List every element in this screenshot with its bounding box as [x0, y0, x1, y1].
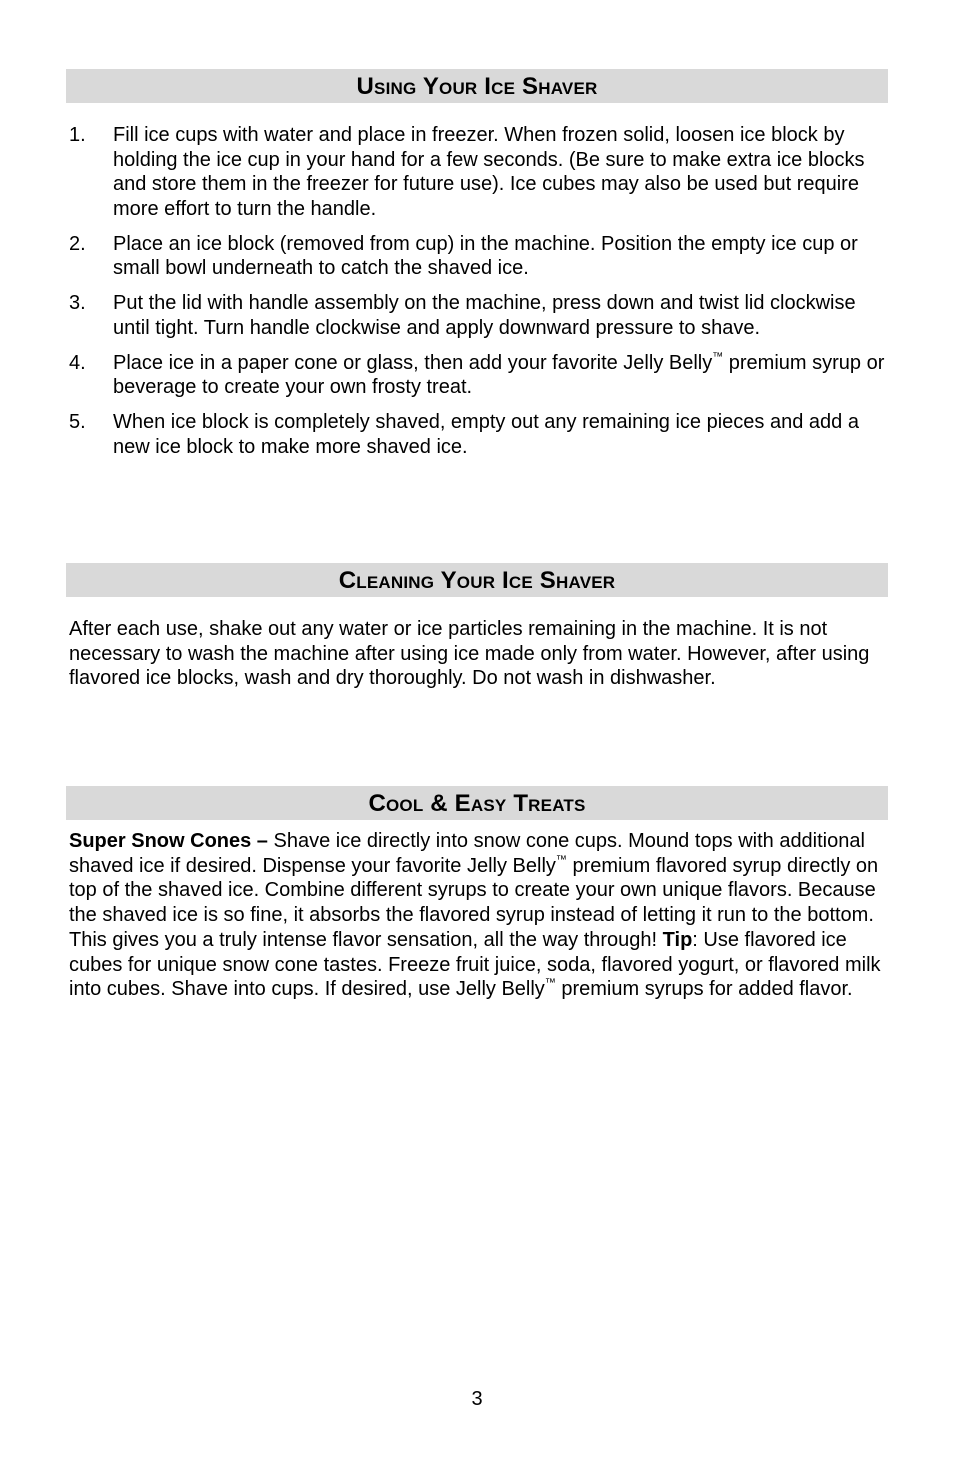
list-item — [69, 123, 889, 221]
list-item — [69, 291, 889, 340]
trademark-symbol: ™ — [555, 853, 567, 866]
section-heading-treats: Cool & Easy Treats — [66, 786, 888, 820]
section-heading-using: Using Your Ice Shaver — [66, 69, 888, 103]
instruction-list — [69, 123, 889, 470]
step-text: Place an ice block (removed from cup) in the machine. Position the empty ice cup or small bowl underneath to catch the shaved ice. — [113, 232, 858, 279]
step-text: Fill ice cups with water and place in freezer. When frozen solid, loosen ice block by holding the ice cup in your hand for a few seconds. (Be sure to make extra ice blocks and store them in the freezer for future use). Ice cubes may also be used but require more effort to turn the handle. — [113, 124, 865, 220]
treats-paragraph: Super Snow Cones – Shave ice directly into snow cone cups. Mound tops with additional shaved ice if desired. Dispense your favorite Jelly Belly™ premium flavored syrup directly on top of the shaved ice. Combine different syrups to create your own unique flavors. Because the shaved ice is so fine, it absorbs the flavored syrup instead of letting it run to the bottom. This gives you a truly intense flavor sensation, all the way through! Tip: Use flavored ice cubes for unique snow cone tastes. Freeze fruit juice, soda, flavored yogurt, or flavored milk into cubes. Shave into cups. If desired, use Jelly Belly™ premium syrups for added flavor. — [69, 830, 881, 1001]
step-text: Put the lid with handle assembly on the machine, press down and twist lid clockwise until tight. Turn handle clockwise and apply downward pressure to shave. — [113, 292, 856, 339]
step-text: Place ice in a paper cone or glass, then add your favorite Jelly Belly™ premium syrup or beverage to create your own frosty treat. — [113, 350, 885, 398]
list-item — [69, 410, 889, 459]
step-number: 2. — [69, 232, 86, 255]
section-heading-cleaning: Cleaning Your Ice Shaver — [66, 563, 888, 597]
trademark-symbol: ™ — [712, 350, 724, 363]
step-number: 1. — [69, 124, 86, 146]
page-number: 3 — [471, 1388, 483, 1410]
cleaning-paragraph: After each use, shake out any water or ice particles remaining in the machine. It is not necessary to wash the machine after using ice made only from water. However, after using flavored ice blocks, wash and dry thoroughly. Do not wash in dishwasher. — [69, 618, 870, 690]
list-item — [69, 232, 889, 281]
treat-name: Super Snow Cones – — [69, 830, 268, 852]
step-number: 4. — [69, 351, 86, 374]
step-text: When ice block is completely shaved, empty out any remaining ice pieces and add a new ice block to make more shaved ice. — [113, 411, 859, 458]
tip-label: Tip — [662, 928, 693, 951]
step-number: 3. — [69, 292, 86, 314]
list-item — [69, 351, 889, 400]
step-number: 5. — [69, 411, 86, 433]
trademark-symbol: ™ — [544, 977, 556, 990]
